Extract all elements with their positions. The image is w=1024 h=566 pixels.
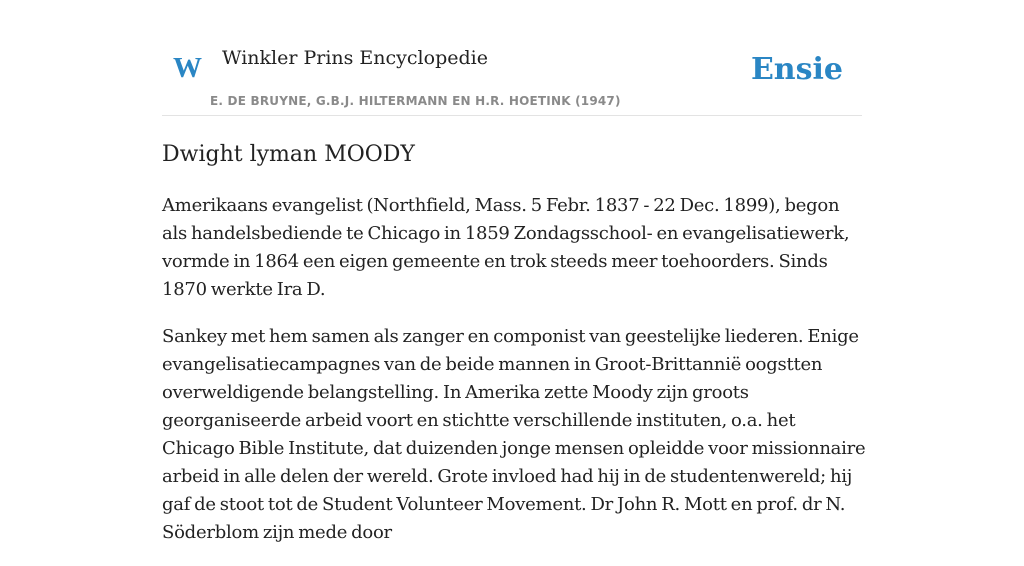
ensie-logo-link[interactable]: Ensie (750, 52, 843, 87)
site-header (162, 40, 862, 116)
winkler-prins-logo[interactable]: W (173, 52, 202, 84)
source-title[interactable]: Winkler Prins Encyclopedie (222, 47, 488, 69)
article-paragraph: Sankey met hem samen als zanger en componist van geestelijke liederen. Enige evangelisatiecampagnes van de beide mannen in Groot-Brittannië oogstten overweldigende belangstelling. In Amerika zette Moody zijn groots georganiseerde arbeid voort en stichtte verschillende instituten, o.a. het Chicago Bible Institute, dat duizenden jonge mensen opleidde voor missionnaire arbeid in alle delen der wereld. Grote invloed had hij in de studentenwereld; hij gaf de stoot tot de Student Volunteer Movement. Dr John R. Mott en prof. dr N. Söderblom zijn mede door (162, 326, 866, 543)
article-body (162, 192, 866, 566)
article-paragraph: Amerikaans evangelist (Northfield, Mass. 5 Febr. 1837 - 22 Dec. 1899), begon als handelsbediende te Chicago in 1859 Zondagsschool- en evangelisatiewerk, vormde in 1864 een eigen gemeente en trok steeds meer toehoorders. Sinds 1870 werkte Ira D. (162, 195, 850, 300)
source-authors: E. DE BRUYNE, G.B.J. HILTERMANN EN H.R. HOETINK (1947) (210, 94, 621, 108)
article-title: Dwight lyman MOODY (162, 142, 415, 167)
